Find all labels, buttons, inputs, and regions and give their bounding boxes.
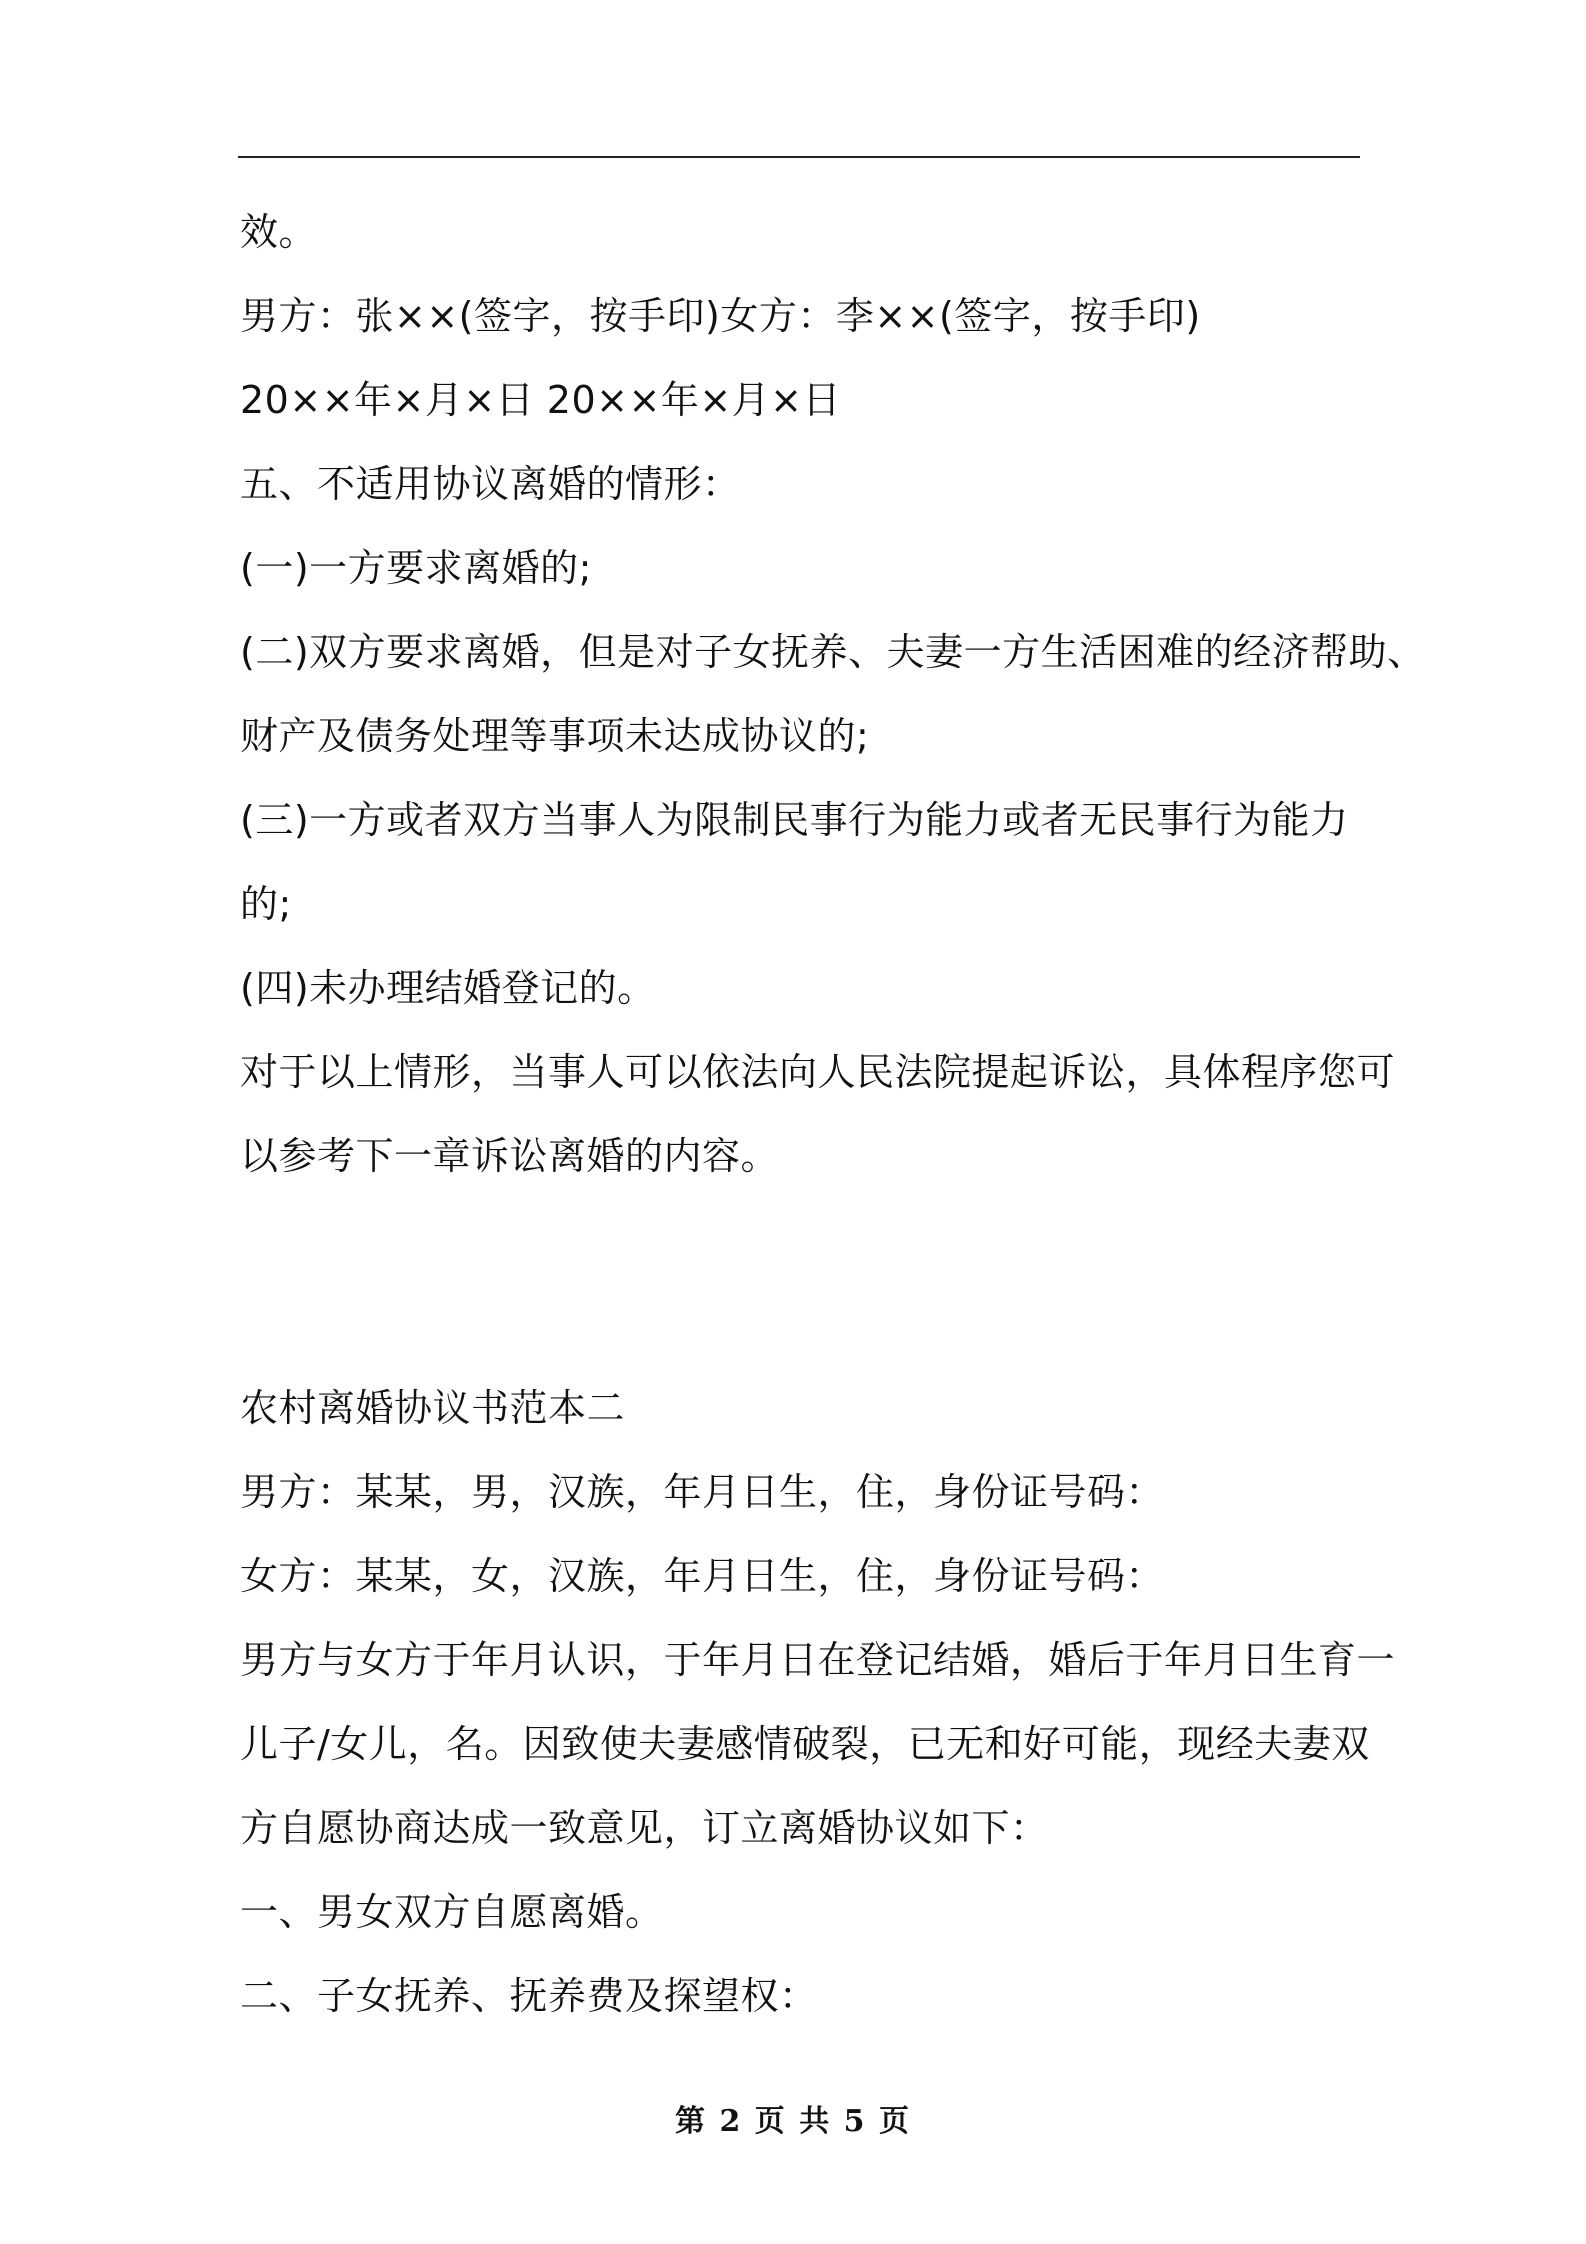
section-heading: 一、男女双方自愿离婚。 (240, 1890, 664, 1934)
text-line: 的; (240, 882, 292, 926)
text-line: 方自愿协商达成一致意见，订立离婚协议如下： (240, 1806, 1049, 1850)
document-title: 农村离婚协议书范本二 (240, 1386, 626, 1430)
footer-prefix: 第 (674, 2104, 707, 2139)
header-rule (238, 156, 1360, 158)
list-item: (二)双方要求离婚，但是对子女抚养、夫妻一方生活困难的经济帮助、 (240, 630, 1426, 674)
current-page-number: 2 (719, 2104, 743, 2139)
text-line: 儿子/女儿，名。因致使夫妻感情破裂，已无和好可能，现经夫妻双 (240, 1722, 1370, 1766)
list-item: (一)一方要求离婚的; (240, 546, 592, 590)
document-body (240, 190, 1426, 2038)
text-line: 财产及债务处理等事项未达成协议的; (240, 714, 870, 758)
text-line: 男方：张××(签字，按手印)女方：李××(签字，按手印) (240, 294, 1201, 338)
list-item: (三)一方或者双方当事人为限制民事行为能力或者无民事行为能力 (240, 798, 1349, 842)
text-line: 以参考下一章诉讼离婚的内容。 (240, 1134, 780, 1178)
text-line: 对于以上情形，当事人可以依法向人民法院提起诉讼，具体程序您可 (240, 1050, 1396, 1094)
text-line: 男方：某某，男，汉族，年月日生，住，身份证号码： (240, 1470, 1165, 1514)
section-heading: 五、不适用协议离婚的情形： (240, 462, 741, 506)
footer-middle: 页 共 (754, 2104, 832, 2139)
text-line: 女方：某某，女，汉族，年月日生，住，身份证号码： (240, 1554, 1165, 1598)
text-line: 效。 (240, 210, 318, 254)
list-item: (四)未办理结婚登记的。 (240, 966, 656, 1010)
section-spacer (240, 1198, 1370, 1366)
section-heading: 二、子女抚养、抚养费及探望权： (240, 1974, 818, 2018)
page-footer (0, 2096, 1586, 2140)
text-line: 男方与女方于年月认识，于年月日在登记结婚，婚后于年月日生育一 (240, 1638, 1396, 1682)
footer-suffix: 页 (879, 2104, 911, 2139)
total-page-count: 5 (843, 2104, 867, 2139)
text-line: 20××年×月×日 20××年×月×日 (240, 378, 842, 422)
